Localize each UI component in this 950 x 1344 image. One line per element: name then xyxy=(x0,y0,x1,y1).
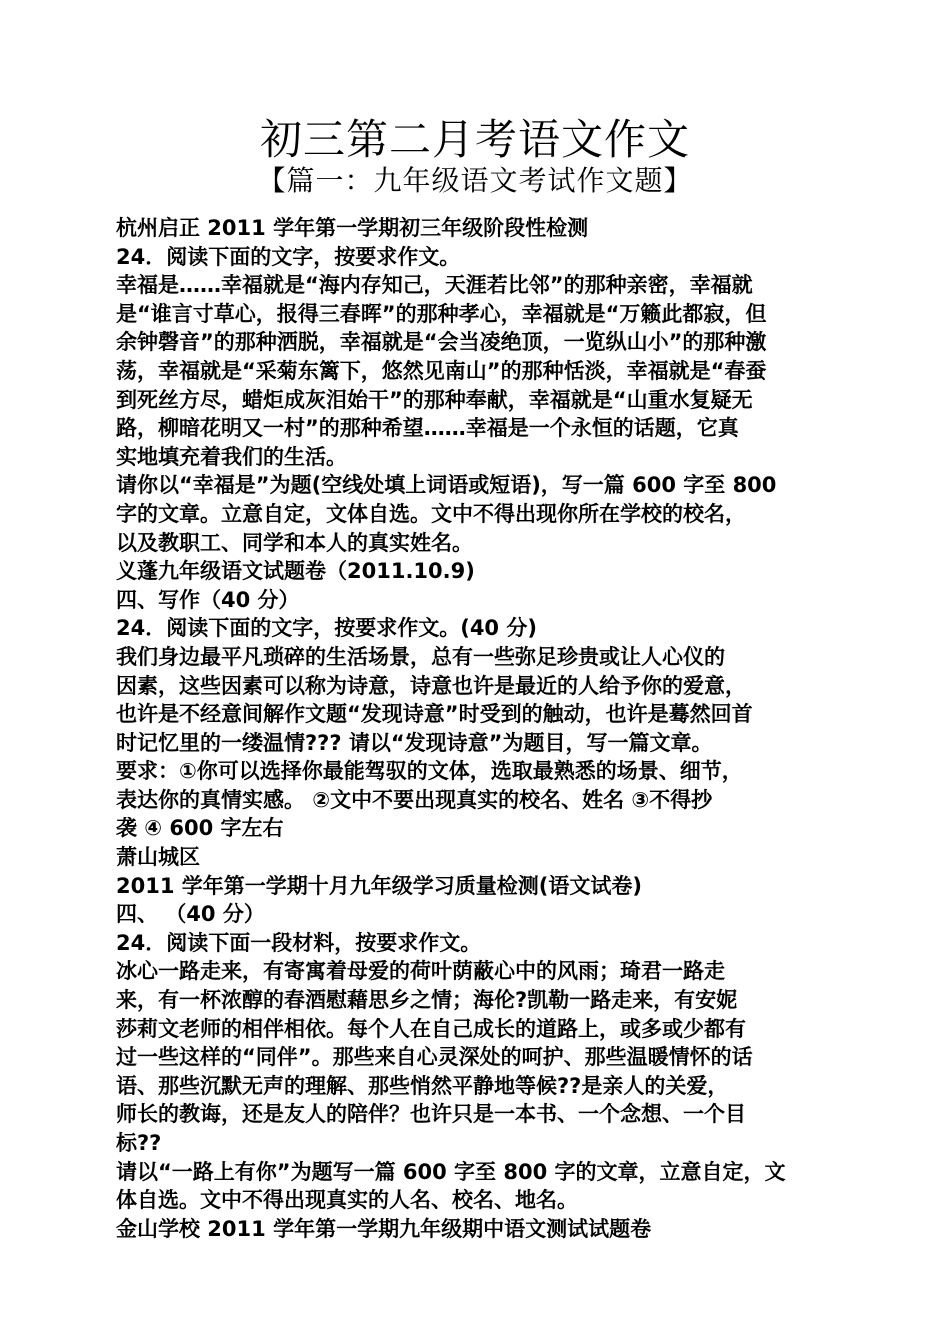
body-line: 余钟磬音”的那种洒脱，幸福就是“会当凌绝顶，一览纵山小”的那种激 xyxy=(116,330,767,355)
body-line: 萧山城区 xyxy=(116,845,200,870)
body-line: 来，有一杯浓醇的春酒慰藉思乡之情；海伦?凯勒一路走来，有安妮 xyxy=(116,988,738,1013)
body-line: 袭 ④ 600 字左右 xyxy=(116,816,284,841)
body-line: 请你以“幸福是”为题(空线处填上词语或短语)，写一篇 600 字至 800 xyxy=(116,473,777,498)
body-line: 义蓬九年级语文试题卷（2011.10.9) xyxy=(116,559,475,584)
body-line: 表达你的真情实感。 ②文中不要出现真实的校名、姓名 ③不得抄 xyxy=(116,787,713,812)
body-line: 幸福是……幸福就是“海内存知己，天涯若比邻”的那种亲密，幸福就 xyxy=(116,273,753,298)
body-line: 24．阅读下面的文字，按要求作文。 xyxy=(116,244,461,269)
body-line: 语、那些沉默无声的理解、那些悄然平静地等候??是亲人的关爱， xyxy=(116,1073,729,1098)
body-line: 请以“一路上有你”为题写一篇 600 字至 800 字的文章，立意自定，文 xyxy=(116,1159,786,1184)
body-line: 24．阅读下面的文字，按要求作文。(40 分) xyxy=(116,616,537,641)
body-line: 是“谁言寸草心，报得三春晖”的那种孝心，幸福就是“万籁此都寂，但 xyxy=(116,301,767,326)
body-line: 四、写作（40 分） xyxy=(116,587,300,612)
body-line: 标?? xyxy=(116,1131,162,1155)
body-line: 体自选。文中不得出现真实的人名、校名、地名。 xyxy=(116,1188,578,1213)
document-body xyxy=(116,214,844,1243)
body-line: 因素，这些因素可以称为诗意，诗意也许是最近的人给予你的爱意， xyxy=(116,673,746,698)
body-line: 以及教职工、同学和本人的真实姓名。 xyxy=(116,530,473,555)
body-line: 四、 （40 分） xyxy=(116,902,265,927)
document-title: 初三第二月考语文作文 xyxy=(259,115,690,164)
body-line: 荡，幸福就是“采菊东篱下，悠然见南山”的那种恬淡，幸福就是“春蚕 xyxy=(116,358,767,383)
body-line: 到死丝方尽，蜡炬成灰泪始干”的那种奉献，幸福就是“山重水复疑无 xyxy=(116,387,753,412)
body-line: 过一些这样的“同伴”。那些来自心灵深处的呵护、那些温暖情怀的话 xyxy=(116,1045,753,1070)
document-subtitle: 【篇一：九年级语文考试作文题】 xyxy=(257,164,693,197)
body-line: 杭州启正 2011 学年第一学期初三年级阶段性检测 xyxy=(116,216,589,240)
body-line: 2011 学年第一学期十月九年级学习质量检测(语文试卷) xyxy=(116,873,642,898)
body-line: 实地填充着我们的生活。 xyxy=(116,444,347,469)
body-line: 时记忆里的一缕温情??? 请以“发现诗意”为题目，写一篇文章。 xyxy=(116,730,713,755)
body-line: 金山学校 2011 学年第一学期九年级期中语文测试试题卷 xyxy=(116,1216,652,1241)
body-line: 冰心一路走来，有寄寓着母爱的荷叶荫蔽心中的风雨；琦君一路走 xyxy=(116,959,725,984)
body-line: 也许是不经意间解作文题“发现诗意”时受到的触动，也许是蓦然回首 xyxy=(116,702,753,727)
body-line: 24．阅读下面一段材料，按要求作文。 xyxy=(116,930,482,955)
body-line: 莎莉文老师的相伴相依。每个人在自己成长的道路上，或多或少都有 xyxy=(116,1016,746,1041)
body-line: 我们身边最平凡琐碎的生活场景，总有一些弥足珍贵或让人心仪的 xyxy=(116,644,725,669)
body-line: 要求：①你可以选择你最能驾驭的文体，选取最熟悉的场景、细节， xyxy=(116,759,743,784)
body-line: 路，柳暗花明又一村”的那种希望……幸福是一个永恒的话题，它真 xyxy=(116,416,739,441)
body-line: 师长的教诲，还是友人的陪伴？也许只是一本书、一个念想、一个目 xyxy=(116,1102,746,1127)
body-line: 字的文章。立意自定，文体自选。文中不得出现你所在学校的校名， xyxy=(116,501,746,526)
